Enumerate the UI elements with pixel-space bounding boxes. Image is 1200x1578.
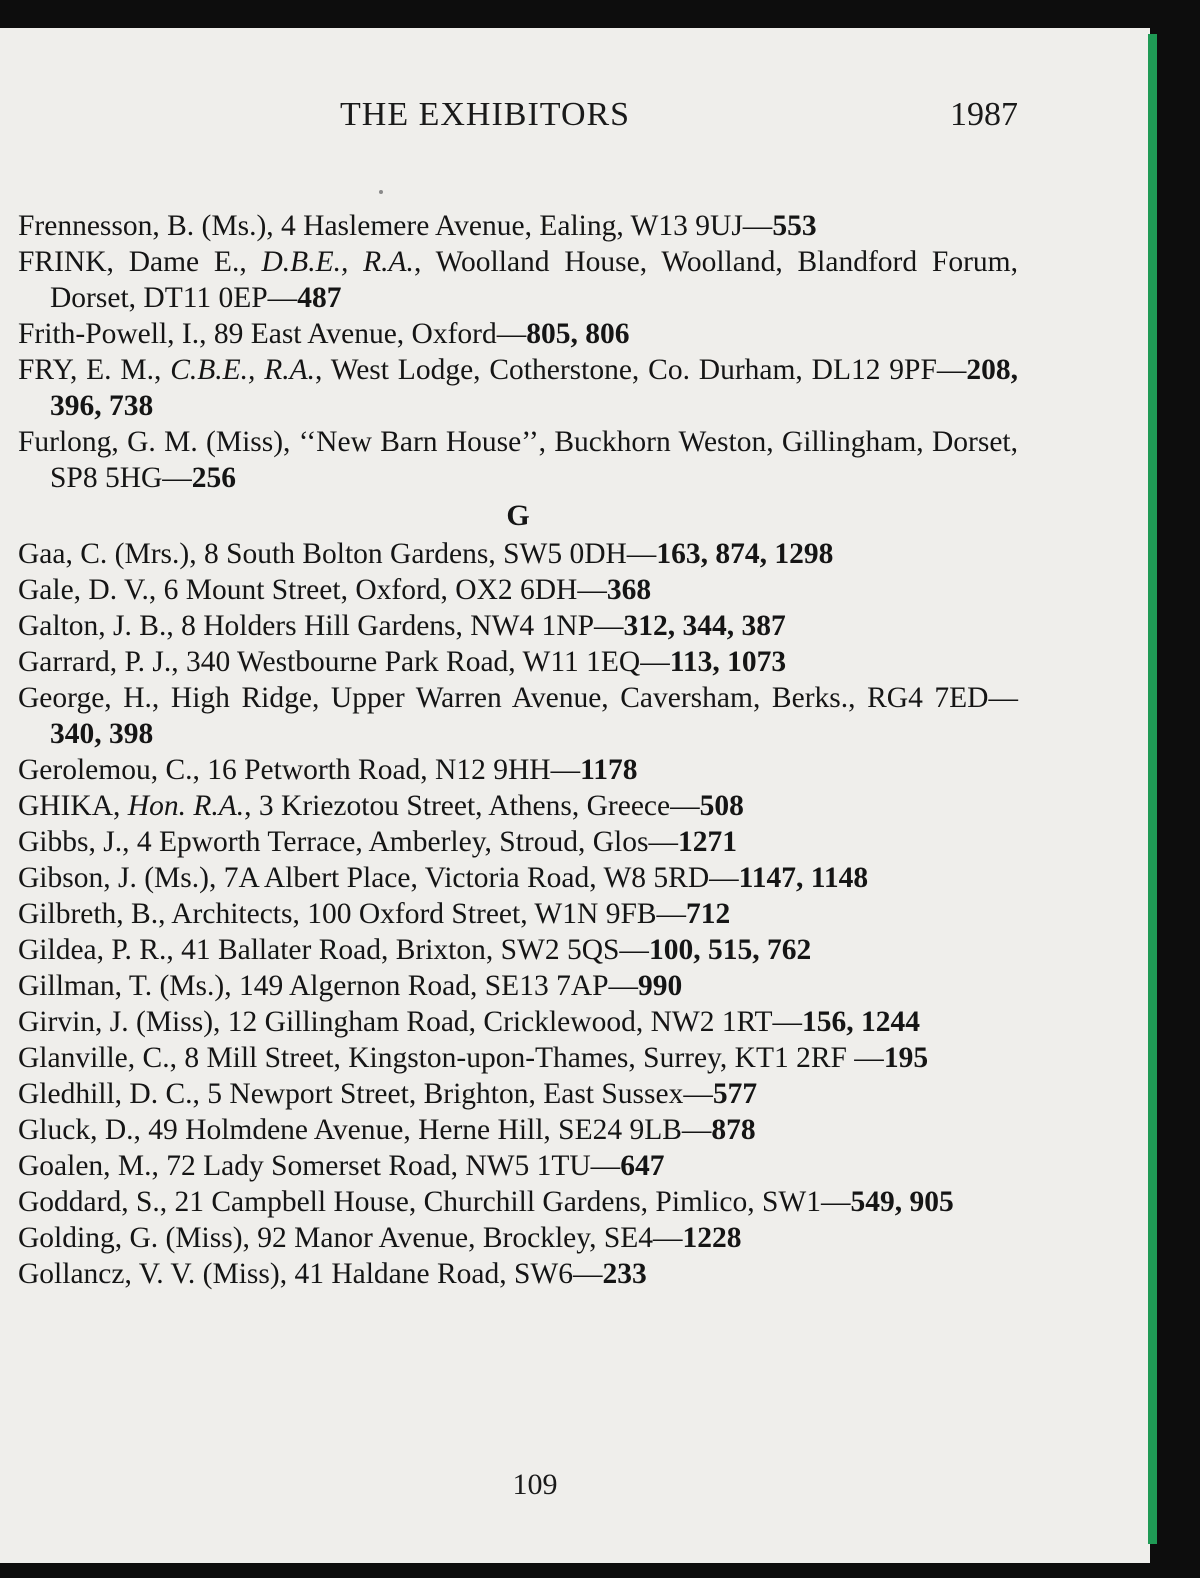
exhibitor-entry bbox=[18, 536, 1018, 572]
entry-address: Gollancz, V. V. (Miss), 41 Haldane Road, SW6— bbox=[18, 1258, 603, 1290]
header-title: THE EXHIBITORS bbox=[340, 96, 631, 133]
entry-address: Gledhill, D. C., 5 Newport Street, Brighton, East Sussex— bbox=[18, 1078, 713, 1110]
entry-catalogue-numbers: 1178 bbox=[580, 754, 638, 786]
entry-address: Gilbreth, B., Architects, 100 Oxford Street, W1N 9FB— bbox=[18, 898, 687, 930]
exhibitor-entry bbox=[18, 752, 1018, 788]
entry-catalogue-numbers: 712 bbox=[686, 898, 731, 930]
entry-catalogue-numbers: 156, 1244 bbox=[802, 1006, 921, 1038]
exhibitor-entry bbox=[18, 932, 1018, 968]
entry-address: Golding, G. (Miss), 92 Manor Avenue, Brockley, SE4— bbox=[18, 1222, 683, 1254]
exhibitor-entry bbox=[18, 788, 1018, 824]
exhibitor-entry bbox=[18, 208, 1018, 244]
section-letter: G bbox=[506, 499, 530, 532]
entry-address: Gibson, J. (Ms.), 7A Albert Place, Victoria Road, W8 5RD— bbox=[18, 862, 739, 894]
entry-address: , 3 Kriezotou Street, Athens, Greece— bbox=[244, 790, 700, 822]
entry-catalogue-numbers: 368 bbox=[606, 574, 652, 606]
entry-address: Gildea, P. R., 41 Ballater Road, Brixton, SW2 5QS— bbox=[18, 934, 649, 966]
exhibitor-entry bbox=[18, 824, 1018, 860]
header-year: 1987 bbox=[950, 96, 1018, 133]
exhibitor-entry bbox=[18, 1040, 1018, 1076]
running-header bbox=[0, 96, 1150, 136]
exhibitor-entry bbox=[18, 968, 1018, 1004]
entry-address: , West Lodge, Cotherstone, Co. Durham, DL12 9PF— bbox=[315, 354, 967, 386]
book-page bbox=[0, 28, 1150, 1563]
entry-catalogue-numbers: 647 bbox=[620, 1150, 665, 1182]
entry-honours: D.B.E., R.A. bbox=[261, 246, 414, 278]
exhibitor-entry bbox=[18, 608, 1018, 644]
exhibitor-entry bbox=[18, 244, 1018, 316]
entry-address: Garrard, P. J., 340 Westbourne Park Road, W11 1EQ— bbox=[18, 646, 670, 678]
entry-address: Gibbs, J., 4 Epworth Terrace, Amberley, Stroud, Glos— bbox=[18, 826, 678, 858]
entry-catalogue-numbers: 553 bbox=[772, 210, 817, 242]
entry-address: George, H., High Ridge, Upper Warren Avenue, Caversham, Berks., RG4 7ED— bbox=[18, 682, 1018, 714]
entry-honours: C.B.E., R.A. bbox=[170, 354, 316, 386]
entry-catalogue-numbers: 163, 874, 1298 bbox=[656, 538, 834, 570]
entry-catalogue-numbers: 878 bbox=[711, 1114, 756, 1146]
entry-name: FRINK, Dame E., bbox=[18, 246, 262, 278]
entry-address: Gluck, D., 49 Holmdene Avenue, Herne Hill, SE24 9LB— bbox=[18, 1114, 712, 1146]
exhibitor-entry bbox=[18, 1256, 1018, 1292]
entry-catalogue-numbers: 312, 344, 387 bbox=[623, 610, 786, 642]
exhibitor-entry bbox=[18, 680, 1018, 752]
entry-address: Glanville, C., 8 Mill Street, Kingston-upon-Thames, Surrey, KT1 2RF — bbox=[18, 1042, 884, 1074]
entry-address: , Woolland House, Woolland, Blandford Forum, Dorset, DT11 0EP— bbox=[50, 246, 1018, 314]
entry-catalogue-numbers: 100, 515, 762 bbox=[648, 934, 812, 966]
entry-catalogue-numbers: 1271 bbox=[677, 826, 737, 858]
entry-catalogue-numbers: 990 bbox=[638, 970, 683, 1002]
exhibitor-entry bbox=[18, 424, 1018, 496]
exhibitor-entry bbox=[18, 1076, 1018, 1112]
entry-address: Gillman, T. (Ms.), 149 Algernon Road, SE13 7AP— bbox=[18, 970, 639, 1002]
exhibitor-entry bbox=[18, 644, 1018, 680]
exhibitor-entry bbox=[18, 896, 1018, 932]
entry-address: Furlong, G. M. (Miss), ‘‘New Barn House’’, Buckhorn Weston, Gillingham, Dorset, SP8 5HG— bbox=[18, 426, 1018, 494]
entry-catalogue-numbers: 508 bbox=[699, 790, 744, 822]
page-number: 109 bbox=[512, 1468, 558, 1501]
entry-catalogue-numbers: 208, 396, 738 bbox=[50, 354, 1018, 422]
entry-catalogue-numbers: 487 bbox=[297, 282, 342, 314]
exhibitor-entry bbox=[18, 1004, 1018, 1040]
entry-catalogue-numbers: 340, 398 bbox=[50, 718, 154, 750]
entry-catalogue-numbers: 577 bbox=[712, 1078, 758, 1110]
entry-catalogue-numbers: 1147, 1148 bbox=[738, 862, 869, 894]
entry-catalogue-numbers: 113, 1073 bbox=[669, 646, 787, 678]
entry-address: Gerolemou, C., 16 Petworth Road, N12 9HH— bbox=[18, 754, 581, 786]
print-speck bbox=[379, 190, 383, 194]
exhibitor-entry bbox=[18, 572, 1018, 608]
exhibitor-entry bbox=[18, 1184, 1018, 1220]
book-cover-edge bbox=[1148, 34, 1157, 1544]
entry-address: Girvin, J. (Miss), 12 Gillingham Road, Cricklewood, NW2 1RT— bbox=[18, 1006, 803, 1038]
entry-address: Frennesson, B. (Ms.), 4 Haslemere Avenue, Ealing, W13 9UJ— bbox=[18, 210, 773, 242]
entry-name: GHIKA, bbox=[18, 790, 128, 822]
exhibitor-entry bbox=[18, 316, 1018, 352]
exhibitor-entry bbox=[18, 1148, 1018, 1184]
entry-address: Goalen, M., 72 Lady Somerset Road, NW5 1TU— bbox=[18, 1150, 621, 1182]
exhibitor-entry bbox=[18, 1112, 1018, 1148]
entry-address: Gale, D. V., 6 Mount Street, Oxford, OX2 6DH— bbox=[18, 574, 607, 606]
entry-catalogue-numbers: 256 bbox=[191, 462, 237, 494]
entry-catalogue-numbers: 1228 bbox=[682, 1222, 742, 1254]
entry-address: Gaa, C. (Mrs.), 8 South Bolton Gardens, SW5 0DH— bbox=[18, 538, 657, 570]
exhibitor-entry bbox=[18, 860, 1018, 896]
entry-catalogue-numbers: 233 bbox=[602, 1258, 647, 1290]
entry-honours: Hon. R.A. bbox=[127, 790, 245, 822]
entry-catalogue-numbers: 549, 905 bbox=[850, 1186, 954, 1218]
entry-catalogue-numbers: 805, 806 bbox=[526, 318, 630, 350]
exhibitor-list bbox=[18, 208, 1018, 1292]
entry-name: FRY, E. M., bbox=[18, 354, 171, 386]
entry-address: Frith-Powell, I., 89 East Avenue, Oxford— bbox=[18, 318, 527, 350]
entry-address: Goddard, S., 21 Campbell House, Churchill Gardens, Pimlico, SW1— bbox=[18, 1186, 851, 1218]
entry-catalogue-numbers: 195 bbox=[883, 1042, 929, 1074]
entry-address: Galton, J. B., 8 Holders Hill Gardens, NW4 1NP— bbox=[18, 610, 624, 642]
exhibitor-entry bbox=[18, 1220, 1018, 1256]
exhibitor-entry bbox=[18, 352, 1018, 424]
